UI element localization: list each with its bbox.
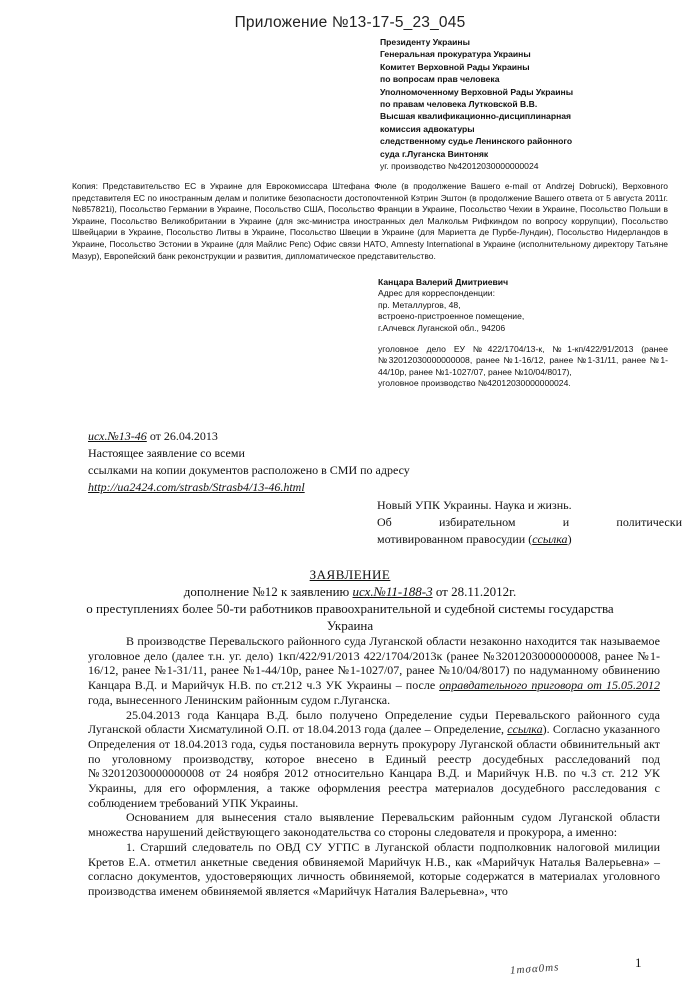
handwritten-note: 1mσα0ms [509, 961, 560, 977]
document-title [0, 566, 700, 634]
sender-address-line: г.Алчевск Луганской обл., 94206 [378, 322, 506, 333]
outgoing-date: от 26.04.2013 [146, 429, 218, 443]
acquittal-link[interactable]: оправдательного приговора от 15.05.2012 [439, 678, 660, 693]
outgoing-ref-line [88, 428, 508, 445]
sender-block [378, 277, 668, 390]
addressee-line: Комитет Верховной Рады Украины [380, 61, 530, 72]
title-text: от 28.11.2012г. [432, 584, 517, 599]
case-reference: уг. производство №42012030000000024 [380, 161, 539, 172]
title-heading: ЗАЯВЛЕНИЕ [309, 567, 391, 582]
addressee-line: следственному судье Ленинского районного [380, 136, 573, 147]
paragraph-text: ). Согласно указанного Определения от 18.04.2013 года, судья постановила вернуть прокурору Луганской области обвинительный акт по уголовному производству, которое внесено в Единый реестр досудебных расследований под №32012030000000008 от 24 ноября 2012 относительно Канцара В.Д. и Марийчук Н.В. по ч.3 ст. 212 УК Украины, для его оформления, а также оформления реестра материалов досудебного расследования с соблюдением требований УПК Украины. [88, 722, 660, 810]
sender-proceeding: уголовное производство №42012030000000024. [378, 378, 571, 389]
paragraph [88, 708, 660, 811]
title-text: дополнение №12 к заявлению [183, 584, 353, 599]
upk-text: мотивированном правосудии ( [377, 532, 533, 546]
statement-body [88, 634, 660, 899]
ruling-link[interactable]: ссылка [507, 722, 543, 737]
upk-line [377, 531, 682, 548]
sender-address-line: Адрес для корреспонденции: [378, 288, 495, 299]
paragraph-text: года, вынесенного Ленинским районным судом г.Луганска. [88, 692, 391, 707]
addressee-line: по правам человека Лутковской В.В. [380, 99, 538, 110]
outgoing-note: ссылками на копии документов расположено в СМИ по адресу [88, 463, 410, 477]
paragraph [88, 634, 660, 708]
outgoing-ref-link[interactable]: исх.№13-46 [88, 429, 147, 443]
title-country: Украина [326, 618, 374, 633]
page-number: 1 [635, 955, 642, 970]
title-subline [0, 583, 700, 600]
title-subject: о преступлениях более 50-ти работников правоохранительной и судебной системы государства [86, 601, 614, 616]
upk-line: Новый УПК Украины. Наука и жизнь. [377, 498, 572, 512]
upk-text-end: ) [567, 532, 572, 546]
media-url-link[interactable]: http://ua2424.com/strasb/Strasb4/13-46.html [88, 480, 305, 494]
upk-link[interactable]: ссылка [532, 532, 568, 546]
copy-recipients: Копия: Представительство ЕС в Украине для Еврокомиссара Штефана Фюле (в продолжение Вашего e-mail от Andrzej Dobrucki), Верховного представителя ЕС по иностранным делам и политике безопасности достопочтенной Кэтрин Эштон (в продолжение Вашего ответа от 5 августа 2011г. №857821i), Посольство Германии в Украине, Посольство США, Посольство Франции в Украине, Посольство Чехии в Украине, Посольство Польши в Украине, Посольство Великобритании в Украине (для экс-министра иностранных дел Малкольм Рифкиндом по вопросу коррупции), Посольство Швейцарии в Украине, Посольство Литвы в Украине, Посольство Швеции в Украине (для Мариетта де Пурбе-Лундин), Посольство Нидерландов в Украине, Посольство Эстонии в Украине (для Майлис Репс) Офис связи НАТО, Amnesty International в Украине (исполнительному директору Татьяне Мазур), Европейский банк реконструкции и развития, дипломатическое представительство. [72, 181, 668, 261]
paragraph: Основанием для вынесения стало выявление Перевальским районным судом Луганской области множества нарушений действующего законодательства со стороны следователя и прокурора, а именно: [88, 810, 660, 840]
addressee-line: по вопросам прав человека [380, 74, 500, 85]
outgoing-reference [88, 428, 508, 496]
addressee-line: суда г.Луганска Винтоняк [380, 148, 489, 159]
addressee-line: Высшая квалификационно-дисциплинарная [380, 111, 572, 122]
attachment-number: Приложение №13-17-5_23_045 [234, 14, 466, 31]
sender-address-line: встроено-пристроенное помещение, [378, 311, 525, 322]
paragraph: 1. Старший следователь по ОВД СУ УГПС в Луганской области подполковник налоговой милиции Кретов Е.А. отметил анкетные сведения обвиняемой Марийчук Н.В., как «Марийчук Наталья Валерьевна» – согласно документов, удостоверяющих личность обвиняемой, которые содержатся в материалах уголовного производства именем обвиняемой является «Марийчук Наталия Валерьевна», что [88, 839, 660, 898]
addressee-line: Уполномоченному Верховной Рады Украины [380, 86, 574, 97]
outgoing-note: Настоящее заявление со всеми [88, 446, 245, 460]
paragraph-text: В производстве Перевальского районного суда Луганской области незаконно находится так называемое уголовное дело (далее т.н. уг. дело) 1кп/422/91/2013 422/1704/2013к (ранее №32012030000000008, ранее №1-16/12, ранее №1-31/11, ранее №1-44/10р, ранее №1-1027/07, ранее №10/04/8017) по надуманному обвинению Канцара В.Д. и Марийчук Н.В. по ст.212 ч.3 УК Украины – после [88, 634, 660, 693]
addressee-block [380, 36, 680, 172]
paragraph-text: 25.04.2013 года Канцара В.Д. было получено Определение судьи Перевальского районного суда Луганской области Хисматулиной О.П. от 18.04.2013 года (далее – Определение, [88, 707, 660, 737]
addressee-line: Генеральная прокуратура Украины [380, 49, 531, 60]
upk-note [377, 497, 682, 548]
sender-address-line: пр. Металлургов, 48, [378, 299, 461, 310]
addressee-line: Президенту Украины [380, 37, 470, 47]
addressee-line: комиссия адвокатуры [380, 123, 475, 134]
sender-name: Канцара Валерий Дмитриевич [378, 277, 509, 287]
sender-case-numbers: уголовное дело ЕУ №422/1704/13-к, №1-кп/422/91/2013 (ранее №32012030000000008, ранее №1-16/12, ранее №1-31/11, ранее №1-44/10р, ранее №1-1027/07, ранее №10/04/8017), [378, 344, 668, 377]
previous-statement-link[interactable]: исх.№11-188-3 [352, 584, 433, 599]
upk-line: Об избирательном и политически [377, 515, 682, 529]
